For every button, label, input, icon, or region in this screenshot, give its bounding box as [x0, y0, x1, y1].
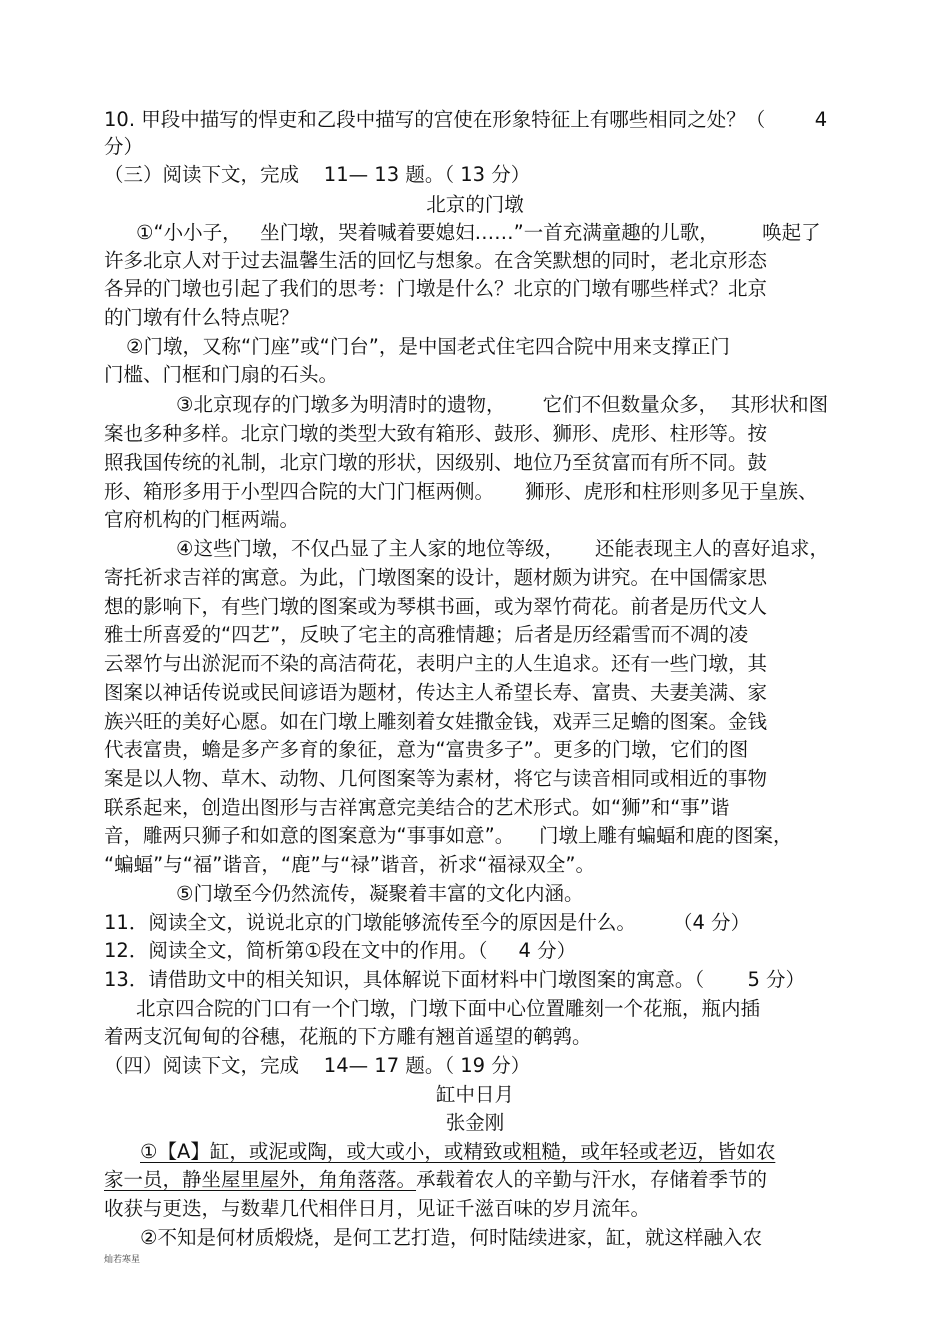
- paragraph-line: 族兴旺的美好心愿。如在门墩上雕刻着女娃撒金钱，戏弄三足蟾的图案。金钱: [104, 710, 768, 733]
- question-10-line-1: 10. 甲段中描写的悍吏和乙段中描写的宫使在形象特征上有哪些相同之处？（ 4: [104, 108, 828, 131]
- paragraph-line: ⑤门墩至今仍然流传，凝聚着丰富的文化内涵。: [176, 882, 584, 905]
- paragraph-line: ③北京现存的门墩多为明清时的遗物， 它们不但数量众多， 其形状和图: [176, 393, 829, 416]
- material-line: 北京四合院的门口有一个门墩，门墩下面中心位置雕刻一个花瓶，瓶内插: [136, 997, 761, 1020]
- paragraph-line: ④这些门墩，不仅凸显了主人家的地位等级， 还能表现主人的喜好追求，: [176, 537, 829, 560]
- paragraph-line-rest: 承载着农人的辛勤与汗水，存储着季节的: [416, 1168, 768, 1191]
- paragraph-line: 各异的门墩也引起了我们的思考：门墩是什么？北京的门墩有哪些样式？北京: [104, 277, 768, 300]
- paragraph-line: 官府机构的门框两端。: [104, 508, 300, 531]
- paragraph-line: 形、箱形多用于小型四合院的大门门框两侧。 狮形、虎形和柱形则多见于皇族、: [104, 480, 818, 503]
- article-title: 北京的门墩: [426, 193, 524, 216]
- paragraph-line: 收获与更迭，与数辈几代相伴日月，见证千滋百味的岁月流年。: [104, 1197, 651, 1220]
- paragraph-line: 案也多种多样。北京门墩的类型大致有箱形、鼓形、狮形、虎形、柱形等。按: [104, 422, 768, 445]
- paragraph-line: 寄托祈求吉祥的寓意。为此，门墩图案的设计，题材颇为讲究。在中国儒家思: [104, 566, 768, 589]
- paragraph-line: ②不知是何材质煅烧，是何工艺打造，何时陆续进家，缸，就这样融入农: [140, 1226, 762, 1249]
- paragraph-line: 图案以神话传说或民间谚语为题材，传达主人希望长寿、富贵、夫妻美满、家: [104, 681, 768, 704]
- paragraph-line: 案是以人物、草木、动物、几何图案等为素材，将它与读音相同或相近的事物: [104, 767, 768, 790]
- paragraph-line: 代表富贵，蟾是多产多育的象征，意为“富贵多子”。更多的门墩，它们的图: [104, 738, 749, 761]
- paragraph-line: 门槛、门框和门扇的石头。: [104, 363, 339, 386]
- paragraph-line: [104, 1167, 767, 1193]
- material-line: 着两支沉甸甸的谷穗，花瓶的下方雕有翘首遥望的鹌鹑。: [104, 1025, 592, 1048]
- section-3-heading: （三）阅读下文，完成 11— 13 题。（ 13 分）: [104, 163, 531, 186]
- paragraph-line: ①“小小子， 坐门墩，哭着喊着要媳妇……”一首充满童趣的儿歌， 唤起了: [136, 221, 821, 244]
- paragraph-line: 音，雕两只狮子和如意的图案意为“事事如意”。 门墩上雕有蝙蝠和鹿的图案，: [104, 824, 793, 847]
- paragraph-line: “蝙蝠”与“福”谐音，“鹿”与“禄”谐音，祈求“福禄双全”。: [104, 853, 596, 876]
- paragraph-line: 照我国传统的礼制，北京门墩的形状，因级别、地位乃至贫富而有所不同。鼓: [104, 451, 768, 474]
- paragraph-line: 许多北京人对于过去温馨生活的回忆与想象。在含笑默想的同时，老北京形态: [104, 249, 768, 272]
- question-13: 13．请借助文中的相关知识，具体解说下面材料中门墩图案的寓意。（ 5 分）: [104, 968, 806, 991]
- footer-note: 灿若寒星: [104, 1255, 141, 1265]
- paragraph-line: 想的影响下，有些门墩的图案或为琴棋书画，或为翠竹荷花。前者是历代文人: [104, 595, 768, 618]
- paragraph-line: 云翠竹与出淤泥而不染的高洁荷花，表明户主的人生追求。还有一些门墩，其: [104, 652, 768, 675]
- paragraph-line: 雅士所喜爱的“四艺”，反映了宅主的高雅情趣；后者是历经霜雪而不凋的凌: [104, 623, 749, 646]
- section-4-heading: （四）阅读下文，完成 14— 17 题。（ 19 分）: [104, 1054, 531, 1077]
- underlined-passage-A-end: 家一员，静坐屋里屋外，角角落落。: [104, 1168, 417, 1191]
- paragraph-line: ②门墩，又称“门座”或“门台”，是中国老式住宅四合院中用来支撑正门: [126, 335, 730, 358]
- question-10-line-2: 分）: [104, 135, 144, 158]
- article-title-2: 缸中日月: [435, 1083, 514, 1106]
- underlined-passage-A: ①【A】缸，或泥或陶，或大或小，或精致或粗糙，或年轻或老迈，皆如农: [140, 1140, 776, 1163]
- author-name: 张金刚: [445, 1111, 505, 1134]
- paragraph-line: 联系起来，创造出图形与吉祥寓意完美结合的艺术形式。如“狮”和“事”谐: [104, 796, 730, 819]
- paragraph-line: 的门墩有什么特点呢？: [104, 306, 300, 329]
- question-11: 11．阅读全文，说说北京的门墩能够流传至今的原因是什么。 （4 分）: [104, 911, 751, 934]
- question-12: 12．阅读全文，简析第①段在文中的作用。（ 4 分）: [104, 939, 577, 962]
